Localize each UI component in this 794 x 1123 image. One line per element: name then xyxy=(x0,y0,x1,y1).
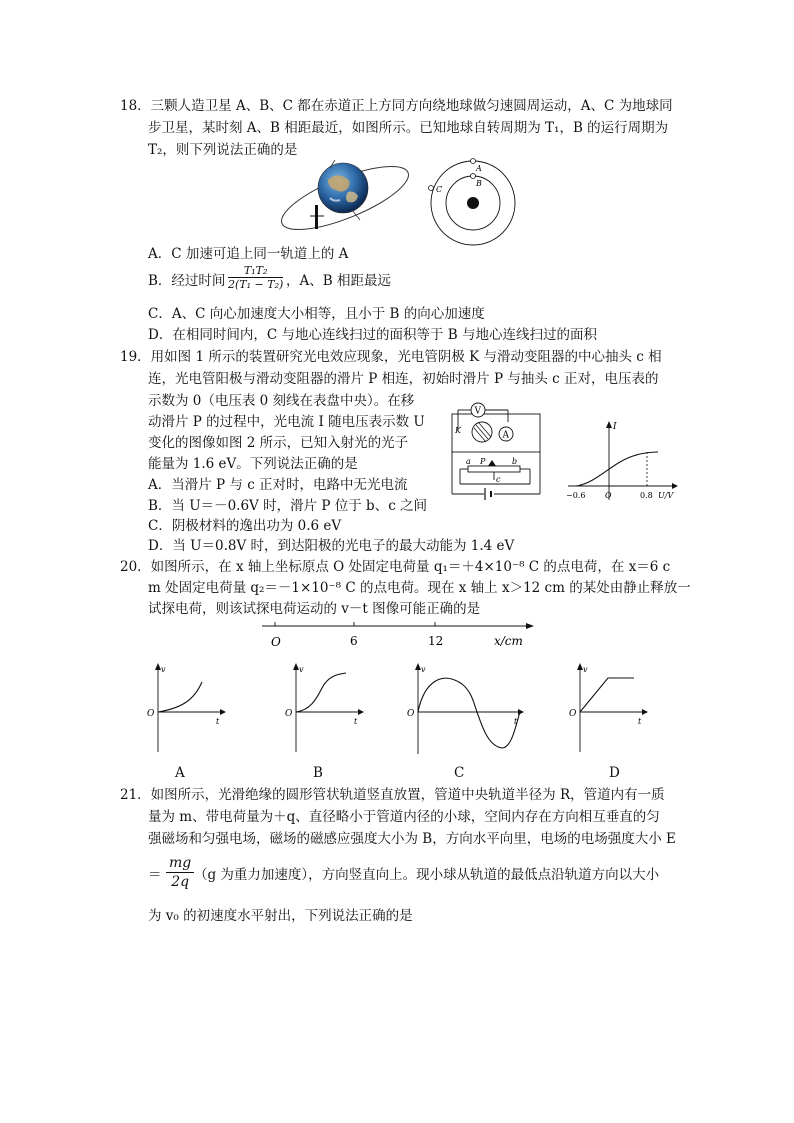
axis-12-label: 12 xyxy=(428,634,444,648)
satellite-b xyxy=(471,174,476,179)
graph-v-label: v xyxy=(421,665,426,674)
satellite-icon xyxy=(315,205,318,229)
q21-line3: 强磁场和匀强电场，磁场的磁感应强度大小为 B，方向水平向里，电场的电场强度大小 E xyxy=(148,831,676,847)
graph-o-label: O xyxy=(285,709,293,719)
voltmeter-label: V xyxy=(474,406,481,417)
current-voltage-graph xyxy=(562,420,682,510)
q19-option-c: C．阴极材料的逸出功为 0.6 eV xyxy=(148,518,342,534)
label-a: A xyxy=(476,164,482,173)
ammeter-label: A xyxy=(502,430,509,441)
vt-graph-a xyxy=(142,662,232,758)
choice-a-label: A xyxy=(175,765,185,781)
earth-dot xyxy=(467,197,479,209)
q18-line1: 18．三颗人造卫星 A、B、C 都在赤道正上方同方向绕地球做匀速圆周运动，A、C 为地球同 xyxy=(120,98,673,114)
choice-d-label: D xyxy=(609,765,620,781)
q19-line5: 变化的图像如图 2 所示，已知入射光的光子 xyxy=(148,435,409,451)
earth-orbit-figure xyxy=(270,158,420,238)
origin-label: O xyxy=(605,491,612,500)
q18-option-c: C．A、C 向心加速度大小相等，且小于 B 的向心加速度 xyxy=(148,306,485,322)
q21-line2: 量为 m、带电荷量为＋q、直径略小于管道内径的小球，空间内存在方向相互垂直的匀 xyxy=(148,809,660,825)
tap-c-label: c xyxy=(496,475,501,484)
cathode-label: K xyxy=(455,426,461,435)
q21-fraction xyxy=(166,854,194,891)
q18-option-b-post: ，A、B 相距最远 xyxy=(286,273,391,289)
graph-t-label: t xyxy=(514,717,518,726)
q18-line3: T₂，则下列说法正确的是 xyxy=(148,142,298,158)
graph-t-label: t xyxy=(216,717,220,726)
axis-i-label: I xyxy=(613,422,617,432)
axis-u-label: U/V xyxy=(658,491,674,500)
fraction-numerator: mg xyxy=(166,854,194,873)
q19-line4: 动滑片 P 的过程中，光电流 I 随电压表示数 U xyxy=(148,414,425,430)
graph-t-label: t xyxy=(638,717,642,726)
vt-graph-b xyxy=(280,662,370,758)
axis-o-label: O xyxy=(271,635,281,649)
graph-o-label: O xyxy=(569,709,577,719)
choice-c-label: C xyxy=(454,765,465,781)
end-b-label: b xyxy=(512,457,518,466)
graph-v-label: v xyxy=(299,665,304,674)
label-c: C xyxy=(436,185,443,194)
q18-line2: 步卫星，某时刻 A、B 相距最近，如图所示。已知地球自转周期为 T₁，B 的运行周期为 xyxy=(148,120,669,136)
fraction-denominator: 2(T₁ − T₂) xyxy=(228,278,284,291)
rheostat xyxy=(468,466,520,472)
q20-line2: m 处固定电荷量 q₂＝－1×10⁻⁸ C 的点电荷。现在 x 轴上 x＞12 cm 的某处由静止释放一 xyxy=(148,580,691,596)
photoelectric-circuit xyxy=(438,392,548,508)
q19-option-b: B．当 U＝－0.6V 时，滑片 P 位于 b、c 之间 xyxy=(148,498,428,514)
choice-b-label: B xyxy=(313,765,323,781)
axis-unit-label: x/cm xyxy=(494,634,523,648)
q19-line1: 19．用如图 1 所示的装置研究光电效应现象，光电管阴极 K 与滑动变阻器的中心抽头 c 相 xyxy=(120,349,662,365)
orbits-diagram xyxy=(428,158,518,248)
q18-option-b-pre: B．经过时间 xyxy=(148,273,226,289)
graph-v-label: v xyxy=(583,665,588,674)
graph-v-label: v xyxy=(161,665,166,674)
x-axis-diagram xyxy=(258,618,538,652)
label-b: B xyxy=(476,179,482,188)
q19-option-d: D．当 U＝0.8V 时，到达阳极的光电子的最大动能为 1.4 eV xyxy=(148,538,515,554)
q18-option-a: A．C 加速可追上同一轨道上的 A xyxy=(148,246,349,262)
fraction-numerator: T₁T₂ xyxy=(228,265,283,278)
end-a-label: a xyxy=(466,457,471,466)
q20-line1: 20．如图所示，在 x 轴上坐标原点 O 处固定电荷量 q₁＝＋4×10⁻⁸ C 的点电荷，在 x＝6 c xyxy=(120,559,671,575)
tick-neg-label: −0.6 xyxy=(566,491,586,500)
axis-6-label: 6 xyxy=(350,634,358,648)
q21-equals: ＝ xyxy=(148,867,162,883)
tick-pos-label: 0.8 xyxy=(640,491,653,500)
q18-option-d: D．在相同时间内，C 与地心连线扫过的面积等于 B 与地心连线扫过的面积 xyxy=(148,327,597,343)
graph-o-label: O xyxy=(147,709,155,719)
satellite-a xyxy=(471,159,476,164)
slider-p-icon xyxy=(488,460,496,466)
q19-line6: 能量为 1.6 eV。下列说法正确的是 xyxy=(148,456,358,472)
slider-p-label: P xyxy=(480,457,486,466)
q19-line3: 示数为 0（电压表 0 刻线在表盘中央）。在移 xyxy=(148,393,415,409)
q20-line3: 试探电荷，则该试探电荷运动的 v－t 图像可能正确的是 xyxy=(148,601,481,617)
photocurrent-curve xyxy=(576,452,658,486)
vt-graph-c xyxy=(402,662,532,758)
fraction-denominator: 2q xyxy=(171,874,190,890)
vt-graph-d xyxy=(564,662,654,758)
graph-t-label: t xyxy=(354,717,358,726)
q21-line5: 为 v₀ 的初速度水平射出，下列说法正确的是 xyxy=(148,908,413,924)
graph-o-label: O xyxy=(407,709,415,719)
q21-line4: （g 为重力加速度），方向竖直向上。现小球从轨道的最低点沿轨道方向以大小 xyxy=(194,867,660,883)
q21-line1: 21．如图所示，光滑绝缘的圆形管状轨道竖直放置，管道中央轨道半径为 R，管道内有一质 xyxy=(120,787,665,803)
q19-line2: 连，光电管阳极与滑动变阻器的滑片 P 相连，初始时滑片 P 与抽头 c 正对，电压表的 xyxy=(148,371,659,387)
q18-option-b-fraction xyxy=(228,265,283,292)
q19-option-a: A．当滑片 P 与 c 正对时，电路中无光电流 xyxy=(148,477,408,493)
satellite-c xyxy=(429,186,434,191)
